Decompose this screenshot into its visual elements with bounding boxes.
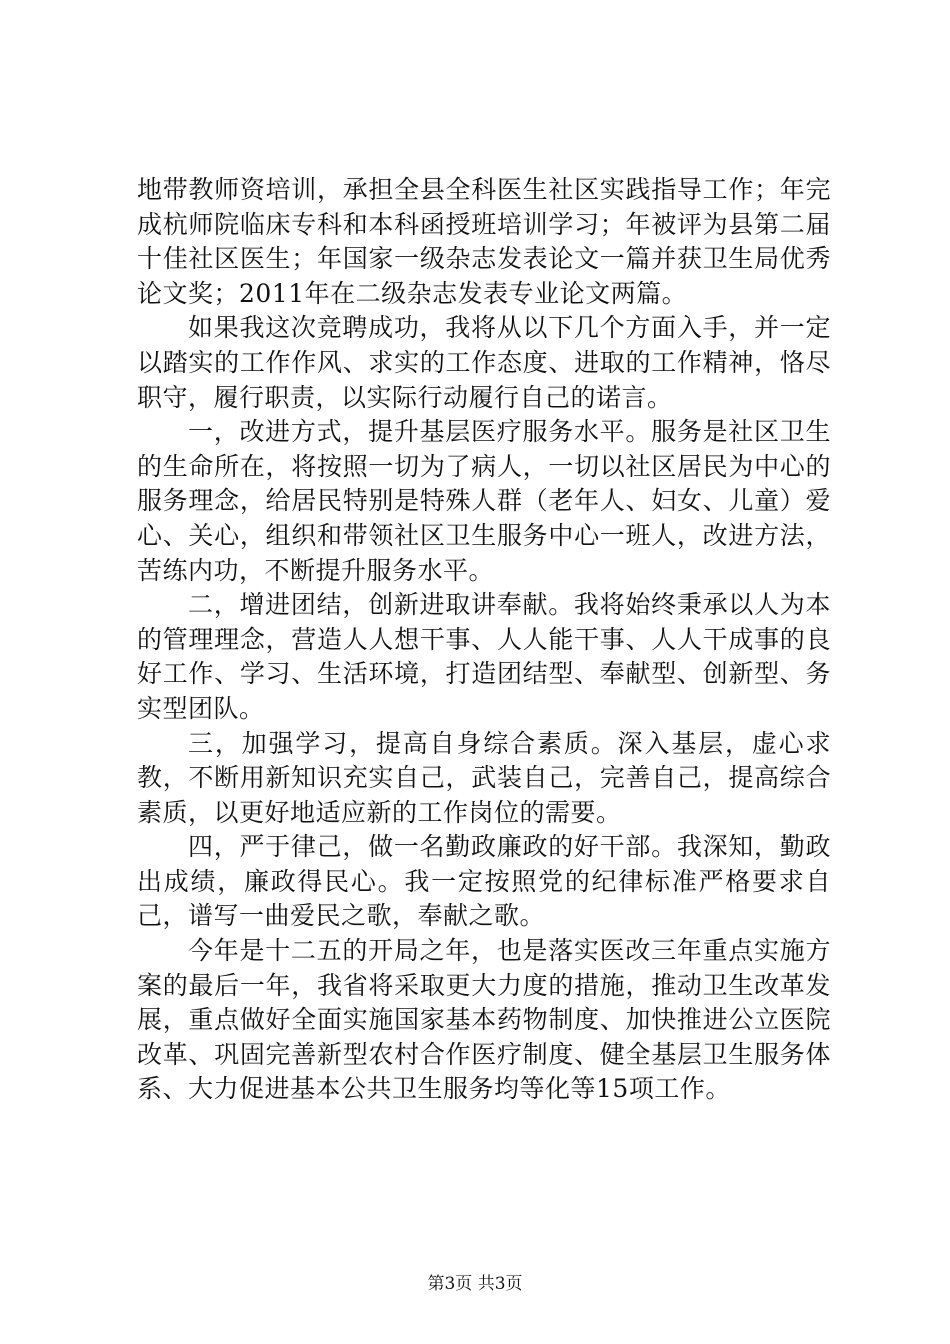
paragraph-conclusion: 今年是十二五的开局之年，也是落实医改三年重点实施方案的最后一年，我省将采取更大力度的措施，推动卫生改革发展，重点做好全面实施国家基本药物制度、加快推进公立医院改革、巩固完善新型农村合作医疗制度、健全基层卫生服务体系、大力促进基本公共卫生服务均等化等15项工作。 [137, 936, 831, 1104]
paragraph-intro: 如果我这次竞聘成功，我将从以下几个方面入手，并一定以踏实的工作作风、求实的工作态度、进取的工作精神，恪尽职守，履行职责，以实际行动履行自己的诺言。 [137, 313, 831, 412]
paragraph-continuation: 地带教师资培训，承担全县全科医生社区实践指导工作；年完成杭师院临床专科和本科函授班培训学习；年被评为县第二届十佳社区医生；年国家一级杂志发表论文一篇并获卫生局优秀论文奖；2011年在二级杂志发表专业论文两篇。 [137, 175, 831, 308]
document-body [137, 173, 831, 1107]
page-number-footer: 第3页 共3页 [427, 1274, 523, 1294]
paragraph-point-two: 二，增进团结，创新进取讲奉献。我将始终秉承以人为本的管理理念，营造人人想干事、人人能干事、人人干成事的良好工作、学习、生活环境，打造团结型、奉献型、创新型、务实型团队。 [137, 590, 831, 723]
paragraph-point-four: 四，严于律己，做一名勤政廉政的好干部。我深知，勤政出成绩，廉政得民心。我一定按照党的纪律标准严格要求自己，谱写一曲爱民之歌，奉献之歌。 [137, 832, 831, 931]
paragraph-point-one: 一，改进方式，提升基层医疗服务水平。服务是社区卫生的生命所在，将按照一切为了病人，一切以社区居民为中心的服务理念，给居民特别是特殊人群（老年人、妇女、儿童）爱心、关心，组织和带领社区卫生服务中心一班人，改进方法，苦练内功，不断提升服务水平。 [137, 417, 831, 585]
paragraph-point-three: 三，加强学习，提高自身综合素质。深入基层，虚心求教，不断用新知识充实自己，武装自己，完善自己，提高综合素质，以更好地适应新的工作岗位的需要。 [137, 728, 831, 827]
